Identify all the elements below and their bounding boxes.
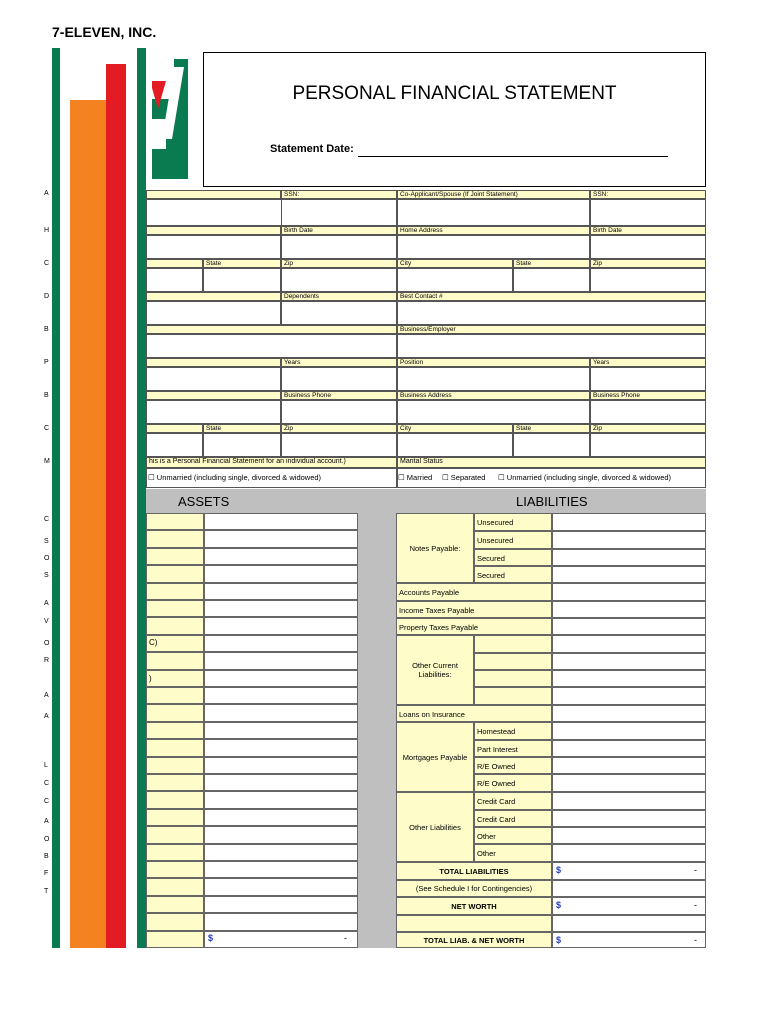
left-margin-mark: A — [44, 713, 49, 720]
zip3-field[interactable] — [281, 433, 397, 457]
dependents-label: Dependents — [281, 292, 397, 301]
left-margin-mark: A — [44, 818, 49, 825]
liability-value-field[interactable] — [552, 897, 706, 915]
asset-amount-label-cell — [146, 844, 204, 861]
liability-value-field[interactable] — [552, 583, 706, 601]
years-field[interactable] — [281, 367, 397, 391]
asset-value-field[interactable] — [204, 861, 358, 878]
left-margin-mark: B — [44, 853, 49, 860]
total-liab-net-worth-label: TOTAL LIAB. & NET WORTH — [396, 932, 552, 948]
asset-amount-label-cell — [146, 878, 204, 896]
asset-amount-label-cell — [146, 548, 204, 565]
zip4-label: Zip — [590, 424, 706, 433]
total-liabilities-value: - — [694, 865, 697, 875]
section-band — [146, 489, 706, 513]
left-margin-mark: B — [44, 392, 49, 399]
left-margin-mark: C — [44, 516, 50, 523]
mortgage-row-label: R/E Owned — [474, 757, 552, 774]
net-worth-value: - — [694, 900, 697, 910]
other-liab-row-label: Other — [474, 827, 552, 844]
seven-eleven-logo — [146, 59, 188, 179]
left-margin-mark: A — [44, 692, 49, 699]
left-margin-mark: C — [44, 425, 50, 432]
ssn2-label: SSN: — [590, 190, 706, 199]
assets-title: ASSETS — [178, 494, 230, 509]
loans-on-insurance-label: Loans on Insurance — [396, 705, 552, 722]
left-margin-mark: C — [44, 798, 50, 805]
liability-value-field[interactable] — [552, 810, 706, 827]
liability-value-field[interactable] — [552, 932, 706, 948]
other-current-label: Other Current Liabilities: — [396, 635, 474, 705]
business-address-left-field[interactable] — [146, 400, 281, 424]
asset-amount-label-cell — [146, 896, 204, 913]
other-liab-row-label: Credit Card — [474, 792, 552, 810]
zip2-field[interactable] — [590, 268, 706, 292]
left-margin-mark: R — [44, 657, 50, 664]
position-left-label — [146, 358, 281, 367]
dependents-field[interactable] — [281, 301, 397, 325]
left-margin-mark: B — [44, 326, 49, 333]
state3-field[interactable] — [203, 433, 281, 457]
liability-value-field[interactable] — [552, 774, 706, 792]
business-address-left-label — [146, 391, 281, 400]
left-margin-mark: C — [44, 260, 50, 267]
birth-date-label: Birth Date — [281, 226, 397, 235]
contingencies-note: (See Schedule I for Contingencies) — [396, 880, 552, 897]
total-liabilities-currency: $ — [556, 865, 562, 875]
business-phone-label: Business Phone — [281, 391, 397, 400]
liability-value-field[interactable] — [552, 792, 706, 810]
asset-amount-label-cell — [146, 722, 204, 739]
company-name: 7-ELEVEN, INC. — [52, 24, 157, 40]
asset-value-field[interactable] — [204, 583, 358, 600]
city-label: City — [397, 259, 513, 268]
asset-amount-label-cell — [146, 757, 204, 774]
state3-label: State — [203, 424, 281, 433]
business-address-label: Business Address — [397, 391, 590, 400]
liability-value-field[interactable] — [552, 844, 706, 862]
asset-value-field[interactable] — [204, 670, 358, 687]
liability-value-field[interactable] — [552, 601, 706, 618]
asset-value-field[interactable] — [204, 844, 358, 861]
left-margin-mark: S — [44, 538, 49, 545]
home-address-label: Home Address — [397, 226, 590, 235]
income-taxes-label: Income Taxes Payable — [396, 601, 552, 618]
asset-amount-label-cell — [146, 739, 204, 757]
co-applicant-field[interactable] — [397, 199, 590, 226]
birth-date2-field[interactable] — [590, 235, 706, 259]
liabilities-title: LIABILITIES — [516, 494, 588, 509]
left-margin-mark: C — [44, 780, 50, 787]
ssn2-field[interactable] — [590, 199, 706, 226]
business-phone2-label: Business Phone — [590, 391, 706, 400]
liability-value-field[interactable] — [552, 687, 706, 705]
other-liab-row-label: Credit Card — [474, 810, 552, 827]
city3-left-label — [146, 424, 203, 433]
asset-amount-label-cell — [146, 913, 204, 931]
birth-date-field[interactable] — [281, 235, 397, 259]
asset-value-field[interactable] — [204, 913, 358, 931]
asset-amount-label-cell — [146, 530, 204, 548]
left-margin-mark: O — [44, 640, 50, 647]
asset-amount-label-cell — [146, 774, 204, 791]
home-address-left-field[interactable] — [146, 235, 281, 259]
ssn-field[interactable] — [281, 199, 397, 226]
asset-value-field[interactable] — [204, 739, 358, 757]
co-applicant-label: Co-Applicant/Spouse (If Joint Statement) — [397, 190, 590, 199]
years2-field[interactable] — [590, 367, 706, 391]
liability-value-field[interactable] — [552, 862, 706, 880]
zip-label: Zip — [281, 259, 397, 268]
liability-value-field[interactable] — [552, 880, 706, 897]
asset-value-field[interactable] — [204, 809, 358, 826]
asset-value-field[interactable] — [204, 791, 358, 809]
notes-row-label: Secured — [474, 549, 552, 566]
asset-amount-label-cell — [146, 565, 204, 583]
left-margin-mark: O — [44, 555, 50, 562]
marital-status-label: Marital Status — [397, 457, 706, 468]
left-margin-mark: A — [44, 190, 49, 197]
asset-fragment-d: ) — [149, 674, 152, 683]
state2-field[interactable] — [513, 268, 590, 292]
left-margin-mark: V — [44, 618, 49, 625]
business-phone-field[interactable] — [281, 400, 397, 424]
left-margin-mark: F — [44, 870, 49, 877]
notes-row-label: Unsecured — [474, 531, 552, 549]
asset-amount-label-cell — [146, 652, 204, 670]
left-margin-mark: H — [44, 227, 50, 234]
asset-amount-label-cell — [146, 670, 204, 687]
years-label: Years — [281, 358, 397, 367]
asset-amount-label-cell — [146, 583, 204, 600]
city3-left-field[interactable] — [146, 433, 203, 457]
zip-field[interactable] — [281, 268, 397, 292]
page-title: PERSONAL FINANCIAL STATEMENT — [292, 83, 617, 104]
individual-account-note: his is a Personal Financial Statement for an individual account.) — [146, 457, 397, 468]
liability-value-field[interactable] — [552, 618, 706, 635]
brand-stripe-green-right — [137, 48, 146, 948]
assets-total-currency: $ — [208, 933, 214, 943]
asset-value-field[interactable] — [204, 826, 358, 844]
liability-value-field[interactable] — [552, 722, 706, 740]
best-contact-label: Best Contact # — [397, 292, 706, 301]
spacer-row — [396, 915, 552, 932]
asset-amount-label-cell — [146, 861, 204, 878]
asset-value-field[interactable] — [204, 878, 358, 896]
separated-checkbox[interactable]: ☐ Separated — [442, 473, 486, 482]
birth-date2-label: Birth Date — [590, 226, 706, 235]
city3-label: City — [397, 424, 513, 433]
state-field[interactable] — [203, 268, 281, 292]
liability-value-field[interactable] — [552, 566, 706, 583]
best-contact-field[interactable] — [397, 301, 706, 325]
total-liabilities-label: TOTAL LIABILITIES — [396, 862, 552, 880]
asset-amount-label-cell — [146, 617, 204, 635]
liability-value-field[interactable] — [552, 827, 706, 844]
zip4-field[interactable] — [590, 433, 706, 457]
header-box — [203, 52, 706, 187]
other-liab-row-label: Other — [474, 844, 552, 862]
asset-value-field[interactable] — [204, 896, 358, 913]
liability-value-field[interactable] — [552, 757, 706, 774]
net-worth-currency: $ — [556, 900, 562, 910]
assets-total-value: - — [344, 933, 347, 943]
unmarried-right-checkbox[interactable]: ☐ Unmarried (including single, divorced & widowed) — [498, 473, 672, 482]
total-liab-net-value: - — [694, 935, 697, 945]
applicant-name-label — [146, 190, 281, 199]
statement-date-label: Statement Date: — [270, 143, 354, 155]
property-taxes-label: Property Taxes Payable — [396, 618, 552, 635]
notes-payable-label: Notes Payable: — [396, 513, 474, 583]
asset-amount-label-cell — [146, 513, 204, 530]
business-employer-label: Business/Employer — [397, 325, 706, 334]
mortgage-row-label: Part Interest — [474, 740, 552, 757]
liability-value-field[interactable] — [552, 915, 706, 932]
liability-value-field[interactable] — [552, 531, 706, 549]
other-liabilities-label: Other Liabilities — [396, 792, 474, 862]
unmarried-left-checkbox[interactable]: ☐ Unmarried (including single, divorced & widowed) — [148, 473, 322, 482]
left-margin-mark: A — [44, 600, 49, 607]
asset-amount-label-cell — [146, 704, 204, 722]
asset-value-field[interactable] — [204, 617, 358, 635]
asset-value-field[interactable] — [204, 513, 358, 530]
brand-stripe-red — [106, 64, 126, 948]
asset-amount-label-cell — [146, 826, 204, 844]
mortgages-payable-label: Mortgages Payable — [396, 722, 474, 792]
asset-value-field[interactable] — [204, 530, 358, 548]
state4-label: State — [513, 424, 590, 433]
asset-value-field[interactable] — [204, 548, 358, 565]
left-margin-mark: D — [44, 293, 50, 300]
asset-value-field[interactable] — [204, 652, 358, 670]
left-margin-mark: O — [44, 836, 50, 843]
brand-stripe-green-left — [52, 48, 60, 948]
asset-amount-label-cell — [146, 809, 204, 826]
accounts-payable-label: Accounts Payable — [396, 583, 552, 601]
asset-fragment-c: C) — [149, 638, 158, 647]
left-margin-mark: S — [44, 572, 49, 579]
liability-value-field[interactable] — [552, 635, 706, 653]
zip3-label: Zip — [281, 424, 397, 433]
phone-left-label — [146, 292, 281, 301]
other-current-row — [474, 670, 552, 687]
business-left-label — [146, 325, 397, 334]
notes-row-label: Secured — [474, 566, 552, 583]
years2-label: Years — [590, 358, 706, 367]
liability-value-field[interactable] — [552, 740, 706, 757]
business-left-field[interactable] — [146, 334, 397, 358]
column-divider — [358, 513, 396, 948]
left-margin-mark: M — [44, 458, 50, 465]
net-worth-label: NET WORTH — [396, 897, 552, 915]
other-current-row — [474, 687, 552, 705]
left-margin-mark: T — [44, 888, 49, 895]
business-address-field[interactable] — [397, 400, 590, 424]
married-checkbox[interactable]: ☐ Married — [398, 473, 433, 482]
asset-value-field[interactable] — [204, 600, 358, 617]
asset-amount-label-cell — [146, 791, 204, 809]
liability-value-field[interactable] — [552, 653, 706, 670]
notes-row-label: Unsecured — [474, 513, 552, 531]
total-liab-net-currency: $ — [556, 935, 562, 945]
left-margin-mark: P — [44, 359, 49, 366]
asset-value-field[interactable] — [204, 565, 358, 583]
state-label: State — [203, 259, 281, 268]
position-left-field[interactable] — [146, 367, 281, 391]
city-left-field[interactable] — [146, 268, 203, 292]
state2-label: State — [513, 259, 590, 268]
liability-value-field[interactable] — [552, 705, 706, 722]
zip2-label: Zip — [590, 259, 706, 268]
asset-value-field[interactable] — [204, 774, 358, 791]
other-current-row — [474, 653, 552, 670]
asset-value-field[interactable] — [204, 635, 358, 652]
asset-value-field[interactable] — [204, 687, 358, 704]
home-address-field[interactable] — [397, 235, 590, 259]
state4-field[interactable] — [513, 433, 590, 457]
mortgage-row-label: R/E Owned — [474, 774, 552, 792]
liability-value-field[interactable] — [552, 670, 706, 687]
asset-value-field[interactable] — [204, 931, 358, 948]
phone-left-field[interactable] — [146, 301, 281, 325]
liability-value-field[interactable] — [552, 549, 706, 566]
asset-value-field[interactable] — [204, 757, 358, 774]
asset-value-field[interactable] — [204, 722, 358, 739]
asset-amount-label-cell — [146, 931, 204, 948]
asset-amount-label-cell — [146, 600, 204, 617]
liability-value-field[interactable] — [552, 513, 706, 531]
left-margin-mark: L — [44, 762, 48, 769]
business-phone2-field[interactable] — [590, 400, 706, 424]
position-label: Position — [397, 358, 590, 367]
ssn-label: SSN: — [281, 190, 397, 199]
business-employer-field[interactable] — [397, 334, 706, 358]
asset-amount-label-cell — [146, 687, 204, 704]
mortgage-row-label: Homestead — [474, 722, 552, 740]
city-left-label — [146, 259, 203, 268]
asset-value-field[interactable] — [204, 704, 358, 722]
city-field[interactable] — [397, 268, 513, 292]
other-current-row — [474, 635, 552, 653]
city3-field[interactable] — [397, 433, 513, 457]
home-address-left-label — [146, 226, 281, 235]
position-field[interactable] — [397, 367, 590, 391]
statement-date-field[interactable] — [358, 156, 668, 157]
